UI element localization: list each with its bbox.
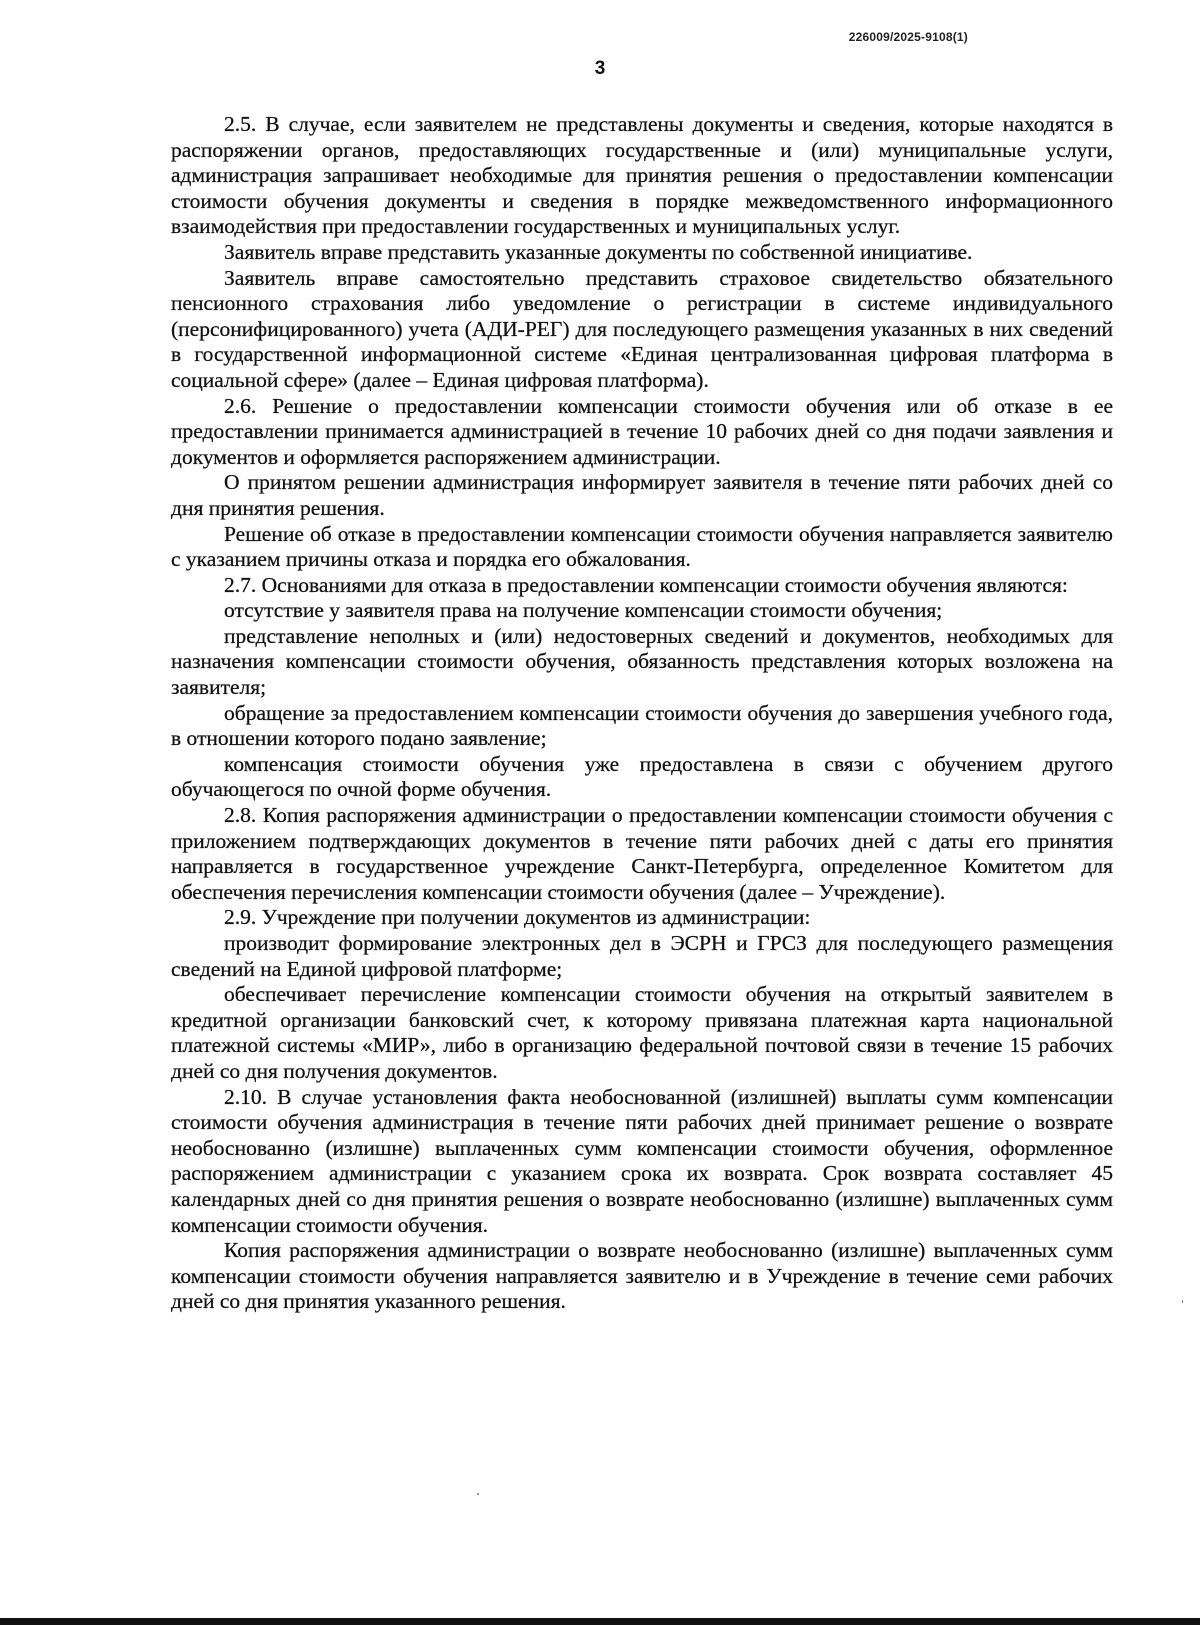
paragraph-2-10: 2.10. В случае установления факта необоснованной (излишней) выплаты сумм компенсации стоимости обучения администрация в течение пяти рабочих дней принимает решение о возврате необоснованно (излишне) выплаченных сумм компенсации стоимости обучения, оформленное распоряжением администрации с указанием срока их возврата. Срок возврата составляет 45 календарных дней со дня принятия решения о возврате необоснованно (излишне) выплаченных сумм компенсации стоимости обучения. (171, 1084, 1113, 1237)
paragraph-snils: Заявитель вправе самостоятельно представить страховое свидетельство обязательного пенсионного страхования либо уведомление о регистрации в системе индивидуального (персонифицированного) учета (АДИ-РЕГ) для последующего размещения указанных в них сведений в государственной информационной системе «Единая централизованная цифровая платформа в социальной сфере» (далее – Единая цифровая платформа). (171, 265, 1113, 392)
list-item-payment-transfer: обеспечивает перечисление компенсации стоимости обучения на открытый заявителем в кредитной организации банковский счет, к которому привязана платежная карта национальной платежной системы «МИР», либо в организацию федеральной почтовой связи в течение 15 рабочих дней со дня получения документов. (171, 982, 1113, 1083)
document-body (171, 112, 1113, 1315)
paragraph-refusal-notice: Решение об отказе в предоставлении компенсации стоимости обучения направляется заявителю с указанием причины отказа и порядка его обжалования. (171, 521, 1113, 572)
paragraph-2-5: 2.5. В случае, если заявителем не представлены документы и сведения, которые находятся в распоряжении органов, предоставляющих государственные и (или) муниципальные услуги, администрация запрашивает необходимые для принятия решения о предоставлении компенсации стоимости обучения документы и сведения в порядке межведомственного информационного взаимодействия при предоставлении государственных и муниципальных услуг. (171, 112, 1113, 239)
page-number: 3 (594, 58, 606, 79)
paragraph-2-9: 2.9. Учреждение при получении документов из администрации: (224, 905, 811, 930)
document-registration-number: 226009/2025-9108(1) (848, 30, 968, 44)
paragraph-2-6: 2.6. Решение о предоставлении компенсации стоимости обучения или об отказе в ее предоставлении принимается администрацией в течение 10 рабочих дней со дня подачи заявления и документов и оформляется распоряжением администрации. (171, 393, 1113, 469)
paragraph-copy-return-order: Копия распоряжения администрации о возврате необоснованно (излишне) выплаченных сумм компенсации стоимости обучения направляется заявителю и в Учреждение в течение семи рабочих дней со дня принятия указанного решения. (171, 1238, 1113, 1314)
list-item-no-right: отсутствие у заявителя права на получение компенсации стоимости обучения; (224, 598, 943, 623)
paragraph-2-7: 2.7. Основаниями для отказа в предоставлении компенсации стоимости обучения являются: (224, 572, 1068, 597)
scan-bottom-border (0, 1618, 1200, 1625)
scan-speck (477, 1493, 479, 1495)
paragraph-own-initiative: Заявитель вправе представить указанные документы по собственной инициативе. (224, 239, 973, 264)
scan-speck (1182, 1300, 1183, 1303)
paragraph-2-8: 2.8. Копия распоряжения администрации о предоставлении компенсации стоимости обучения с приложением подтверждающих документов в течение пяти рабочих дней с даты его принятия направляется в государственное учреждение Санкт-Петербурга, определенное Комитетом для обеспечения перечисления компенсации стоимости обучения (далее – Учреждение). (171, 803, 1113, 904)
list-item-incomplete-docs: представление неполных и (или) недостоверных сведений и документов, необходимых для назначения компенсации стоимости обучения, обязанность представления которых возложена на заявителя; (171, 623, 1113, 700)
list-item-early-request: обращение за предоставлением компенсации стоимости обучения до завершения учебного года, в отношении которого подано заявление; (171, 700, 1113, 751)
list-item-already-granted: компенсация стоимости обучения уже предоставлена в связи с обучением другого обучающегося по очной форме обучения. (171, 751, 1113, 802)
list-item-electronic-files: производит формирование электронных дел в ЭСРН и ГРСЗ для последующего размещения сведений на Единой цифровой платформе; (171, 931, 1113, 981)
paragraph-decision-notice: О принятом решении администрация информирует заявителя в течение пяти рабочих дней со дня принятия решения. (171, 470, 1113, 520)
